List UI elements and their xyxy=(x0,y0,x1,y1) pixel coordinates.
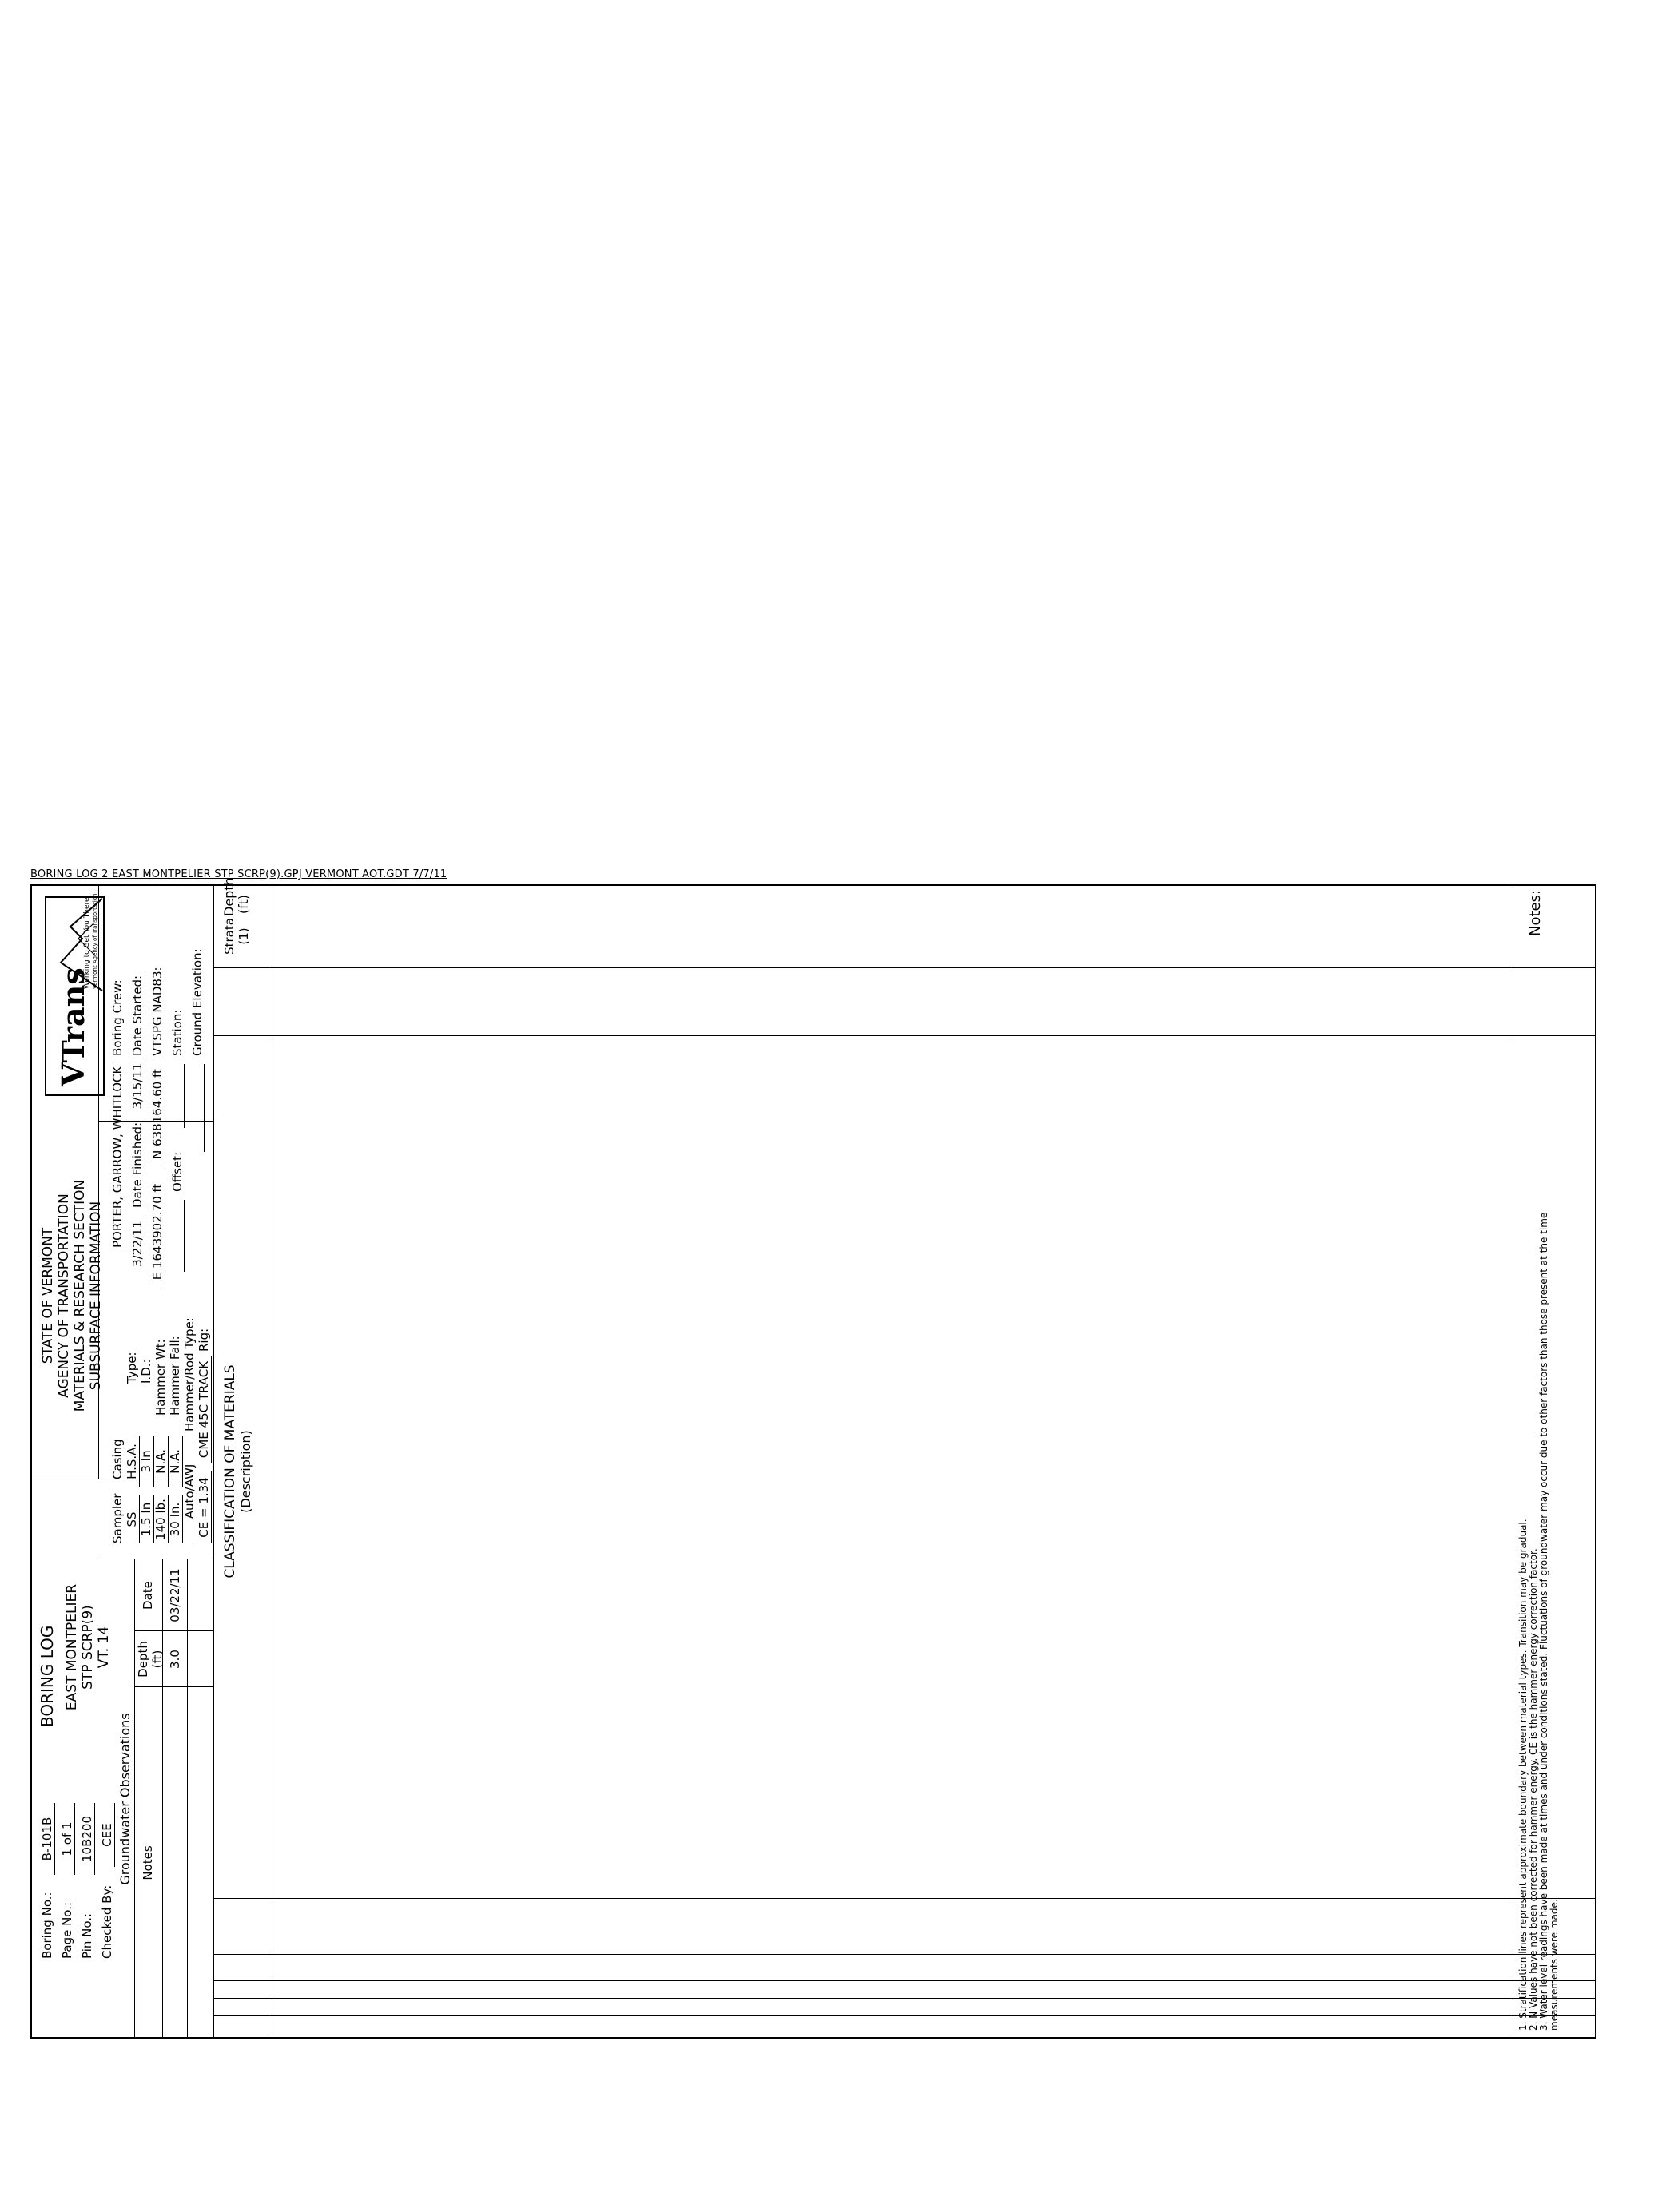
ground-elevation-label: Ground Elevation: xyxy=(190,948,205,1056)
note-3: 3. Water level readings have been made at times and under conditions stated. Fluctuations of groundwater may occur due to other factors than those present at the time xyxy=(1538,1212,1549,2031)
page-no-label: Page No.: xyxy=(60,1901,74,1959)
station-label: Station: xyxy=(170,1009,185,1056)
type-casing: H.S.A. xyxy=(125,1436,140,1487)
station-value xyxy=(170,1064,185,1128)
hammer-rod-label: Hammer/Rod Type: xyxy=(182,1317,197,1432)
offset-label: Offset: xyxy=(170,1151,185,1192)
checked-by-value: CEE xyxy=(100,1803,115,1867)
rig-label: Rig: xyxy=(197,1328,211,1352)
groundwater-title: Groundwater Observations xyxy=(117,1713,133,1885)
header-bottom-rule xyxy=(213,884,214,2039)
note-2: 2. N Values have not been corrected for hammer energy. CE is the hammer energy correction factor. xyxy=(1528,1548,1539,2031)
sheet-frame xyxy=(30,877,1596,2039)
col-depth-header: Depth (ft) xyxy=(221,877,251,916)
id-sampler: 1.5 In xyxy=(139,1495,154,1543)
project-line-3: VT. 14 xyxy=(96,1626,112,1669)
project-line-1: EAST MONTPELIER xyxy=(64,1583,80,1711)
sand-col-rule xyxy=(213,2015,1596,2016)
boring-log-sheet xyxy=(30,877,1596,2039)
hammer-rod-value: Auto/AWJ xyxy=(182,1440,197,1543)
page-no-value: 1 of 1 xyxy=(60,1803,75,1875)
id-casing: 3 In xyxy=(139,1436,154,1487)
gw-title-rule xyxy=(134,1559,135,2039)
notes-block xyxy=(1518,944,1560,2031)
strata-col-rule xyxy=(213,1035,1596,1036)
hammer-fall-label: Hammer Fall: xyxy=(168,1336,182,1416)
notes-label: Notes: xyxy=(1527,889,1544,936)
gw-col-rule-1 xyxy=(134,1630,213,1631)
logo-subtext: Vermont Agency of Transportation xyxy=(92,893,98,989)
gw-col-depth: Depth (ft) xyxy=(136,1641,165,1678)
offset-value xyxy=(170,1200,185,1272)
date-started-label: Date Started: xyxy=(130,975,145,1056)
moisture-col-rule xyxy=(213,1980,1596,1981)
vtrans-logo xyxy=(45,893,105,1096)
gw-col-notes: Notes xyxy=(141,1845,155,1880)
agency-block xyxy=(40,1128,104,1463)
crew-label: Boring Crew: xyxy=(110,979,125,1056)
agency-line-4: SUBSURFACE INFORMATION xyxy=(88,1201,104,1391)
ground-elevation-value xyxy=(190,1064,205,1152)
col-strata-header: Strata (1) xyxy=(222,918,251,955)
northing-value: N 638164.60 ft xyxy=(150,1060,165,1168)
hammer-fall-casing: N.A. xyxy=(168,1436,183,1487)
gravel-col-rule xyxy=(213,1998,1596,1999)
gw-col-date: Date xyxy=(141,1581,155,1610)
date-finished-value: 3/22/11 xyxy=(130,1216,145,1272)
hammer-fall-sampler: 30 In. xyxy=(168,1495,183,1543)
casing-label: Casing xyxy=(110,1439,125,1479)
agency-line-1: STATE OF VERMONT xyxy=(40,1227,56,1364)
vtspg-label: VTSPG NAD83: xyxy=(150,967,165,1056)
note-4: measurements were made. xyxy=(1549,1899,1560,2031)
sampler-label: Sampler xyxy=(110,1493,125,1543)
rig-value: CME 45C TRACK xyxy=(197,1356,212,1463)
boring-no-value: B-101B xyxy=(40,1803,55,1875)
class-col-rule xyxy=(213,1898,1596,1899)
header-top-rule xyxy=(30,884,31,2039)
note-1: 1. Stratification lines represent approximate boundary between material types. Transition may be gradual. xyxy=(1517,1519,1529,2031)
hammer-wt-casing: N.A. xyxy=(153,1436,169,1487)
easting-value: E 1643902.70 ft xyxy=(150,1176,165,1288)
agency-line-3: MATERIALS & RESEARCH SECTION xyxy=(72,1179,88,1412)
date-started-value: 3/15/11 xyxy=(130,1060,145,1112)
gw-col-rule-2 xyxy=(134,1686,213,1687)
hammer-wt-label: Hammer Wt: xyxy=(153,1339,168,1416)
checked-by-label: Checked By: xyxy=(100,1884,114,1959)
depth-col-rule xyxy=(213,967,1596,968)
col-classification-header: CLASSIFICATION OF MATERIALS (Description) xyxy=(222,1364,253,1579)
pin-no-value: 10B200 xyxy=(80,1803,95,1875)
gw-row-rule xyxy=(187,1559,188,2039)
pin-no-label: Pin No.: xyxy=(80,1912,94,1959)
page-header: BORING LOG 2 EAST MONTPELIER STP SCRP(9).GPJ VERMONT AOT.GDT 7/7/11 xyxy=(30,868,447,880)
boring-log-title: BORING LOG xyxy=(38,1625,57,1727)
ce-value: CE = 1.34 xyxy=(197,1471,212,1543)
date-finished-label: Date Finished: xyxy=(130,1122,145,1208)
id-label: I.D.: xyxy=(139,1359,153,1384)
hammer-wt-sampler: 140 lb. xyxy=(153,1495,169,1543)
type-label: Type: xyxy=(125,1352,139,1384)
boring-no-label: Boring No.: xyxy=(40,1892,54,1959)
type-sampler: SS xyxy=(125,1495,140,1543)
project-block xyxy=(64,1543,112,1751)
project-line-2: STP SCRP(9) xyxy=(80,1605,96,1690)
logo-tagline: Working to Get You There xyxy=(83,897,91,989)
gw-header-rule xyxy=(162,1559,163,2039)
agency-line-2: AGENCY OF TRANSPORTATION xyxy=(56,1193,72,1398)
logo-text: VTrans xyxy=(55,967,91,1086)
blows-col-rule xyxy=(213,1954,1596,1955)
gw-row-depth: 3.0 xyxy=(168,1650,182,1669)
gw-row-date: 03/22/11 xyxy=(168,1568,182,1622)
crew-value: PORTER, GARROW, WHITLOCK xyxy=(110,1066,125,1248)
